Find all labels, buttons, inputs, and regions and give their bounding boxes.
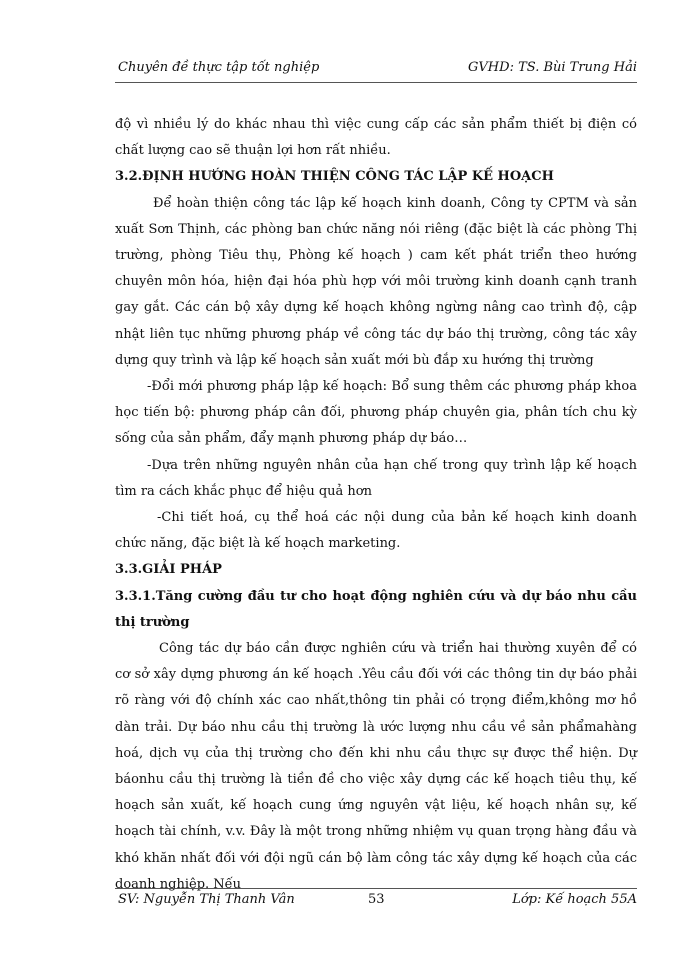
page-header bbox=[115, 58, 637, 83]
header-supervisor: GVHD: TS. Bùi Trung Hải bbox=[468, 60, 637, 75]
subsection-heading-3-3-1: 3.3.1.Tăng cường đầu tư cho hoạt động nghiên cứu và dự báo nhu cầu thị trường bbox=[115, 588, 637, 630]
section-heading-3-2: 3.2.ĐỊNH HƯỚNG HOÀN THIỆN CÔNG TÁC LẬP KẾ HOẠCH bbox=[115, 169, 554, 185]
page-number: 53 bbox=[368, 892, 385, 907]
footer-student-name: SV: Nguyễn Thị Thanh Vân bbox=[118, 892, 295, 907]
paragraph-detailing: -Chi tiết hoá, cụ thể hoá các nội dung của bản kế hoạch kinh doanh chức năng, đặc biệt là kế hoạch marketing. bbox=[115, 510, 637, 552]
section-heading-3-3: 3.3.GIẢI PHÁP bbox=[115, 562, 222, 578]
page-footer bbox=[115, 888, 637, 907]
footer-class: Lớp: Kế hoạch 55A bbox=[512, 892, 637, 907]
paragraph-forecasting: Công tác dự báo cần được nghiên cứu và triển hai thường xuyên để có cơ sở xây dựng phương án kế hoạch .Yêu cầu đối với các thông tin dự báo phải rõ ràng với độ chính xác cao nhất,thông tin phải có trọng điểm,không mơ hồ dàn trải. Dự báo nhu cầu thị trường là ước lượng nhu cầu về sản phẩmahàng hoá, dịch vụ của thị trường cho đến khi nhu cầu thực sự được thể hiện. Dự báonhu cầu thị trường là tiền đề cho việc xây dựng các kế hoạch tiêu thụ, kế hoạch sản xuất, kế hoạch cung ứng nguyên vật liệu, kế hoạch nhân sự, kế hoạch tài chính, v.v. Đây là một trong những nhiệm vụ quan trọng hàng đầu và khó khăn nhất đối với đội ngũ cán bộ làm công tác xây dựng kế hoạch của các doanh nghiệp. Nếu bbox=[115, 641, 637, 892]
paragraph-method-renewal: -Đổi mới phương pháp lập kế hoạch: Bổ sung thêm các phương pháp khoa học tiến bộ: phương pháp cân đối, phương pháp chuyên gia, phân tích chu kỳ sống của sản phẩm, đẩy mạnh phương pháp dự báo… bbox=[115, 379, 637, 447]
page-body bbox=[115, 112, 637, 898]
paragraph-orientation: Để hoàn thiện công tác lập kế hoạch kinh doanh, Công ty CPTM và sản xuất Sơn Thịnh, các phòng ban chức năng nói riêng (đặc biệt là các phòng Thị trường, phòng Tiêu thụ, Phòng kế hoạch ) cam kết phát triển theo hướng chuyên môn hóa, hiện đại hóa phù hợp với môi trường kinh doanh cạnh tranh gay gắt. Các cán bộ xây dựng kế hoạch không ngừng nâng cao trình độ, cập nhật liên tục những phương pháp về công tác dự báo thị trường, công tác xây dựng quy trình và lập kế hoạch sản xuất mới bù đắp xu hướng thị trường bbox=[115, 195, 637, 368]
paragraph-continuation: độ vì nhiều lý do khác nhau thì việc cung cấp các sản phẩm thiết bị điện có chất lượng cao sẽ thuận lợi hơn rất nhiều. bbox=[115, 117, 637, 159]
header-document-title: Chuyên đề thực tập tốt nghiệp bbox=[118, 60, 320, 75]
paragraph-root-causes: -Dựa trên những nguyên nhân của hạn chế trong quy trình lập kế hoạch tìm ra cách khắc phục để hiệu quả hơn bbox=[115, 457, 637, 499]
